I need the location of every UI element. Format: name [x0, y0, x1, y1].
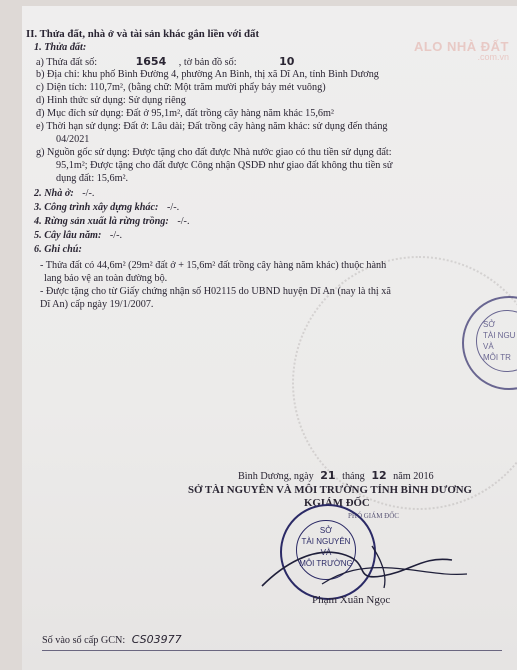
land-parcel-row: [36, 56, 294, 69]
trees-label: 5. Cây lâu năm:: [34, 230, 102, 241]
watermark-logo: [414, 40, 509, 62]
parcel-number-label: a) Thửa đất số:: [36, 57, 98, 68]
land-origin: g) Nguồn gốc sử dụng: Được tặng cho đất được Nhà nước giao có thu tiền sử dụng đất:: [36, 147, 392, 158]
forest-row: [34, 216, 190, 228]
date-year: năm 2016: [393, 471, 434, 482]
note-1: - Thửa đất có 44,6m² (29m² đất ở + 15,6m² đất trồng cây hàng năm khác) thuộc hành: [40, 260, 387, 271]
month-label: tháng: [342, 471, 365, 482]
signer-role-title: GIÁM ĐỐC: [312, 497, 370, 509]
signer-role-sub: PHÓ GIÁM ĐỐC: [348, 512, 399, 520]
place-date: [238, 470, 434, 483]
register-label: Số vào sổ cấp GCN:: [42, 635, 126, 646]
construction-value: -/-.: [166, 202, 180, 213]
date-month: 12: [371, 469, 387, 482]
land-area: c) Diện tích: 110,7m², (bằng chữ: Một trăm mười phẩy bảy mét vuông): [36, 82, 326, 93]
seal-line-4: MÔI TRƯỜNG: [299, 559, 353, 568]
watermark-brand: ALO NHÀ ĐẤT: [413, 39, 509, 54]
land-use-term-cont: 04/2021: [56, 134, 90, 145]
forest-value: -/-.: [177, 216, 190, 227]
note-2-cont: Dĩ An) cấp ngày 19/1/2007.: [40, 299, 154, 310]
place-date-prefix: Bình Dương, ngày: [238, 471, 314, 482]
land-origin-cont-2: dụng đất: 15,6m².: [56, 173, 129, 184]
watermark-domain: .com.vn: [477, 52, 509, 62]
register-number: CS03977: [131, 633, 182, 646]
date-day: 21: [320, 469, 336, 482]
note-2: - Được tặng cho từ Giấy chứng nhận số H02115 do UBND huyện Dĩ An (nay là thị xã: [40, 286, 391, 297]
bottom-rule: [42, 650, 502, 651]
notes-heading: 6. Ghi chú:: [34, 244, 82, 255]
construction-row: [34, 202, 179, 214]
forest-label: 4. Rừng sản xuất là rừng trồng:: [34, 216, 169, 227]
seal-line-1: SỞ: [319, 526, 333, 535]
seal-line-2: TÀI NGUYÊN: [301, 537, 351, 546]
map-sheet-label: , tờ bản đồ số:: [178, 57, 237, 68]
trees-row: [34, 230, 122, 242]
trees-value: -/-.: [109, 230, 123, 241]
house-value: -/-.: [82, 188, 95, 199]
construction-label: 3. Công trình xây dựng khác:: [34, 202, 159, 213]
seal-line-3: VÀ: [320, 548, 332, 557]
land-use-purpose: đ) Mục đích sử dụng: Đất ở 95,1m², đất trồng cây hàng năm khác 15,6m²: [36, 108, 334, 119]
issuing-org: SỞ TÀI NGUYÊN VÀ MÔI TRƯỜNG TỈNH BÌNH DƯƠNG: [188, 484, 472, 496]
signer-name: Phạm Xuân Ngọc: [312, 594, 391, 606]
stamp-right-edge: SỞ TÀI NGU VÀ MÔI TR: [462, 296, 517, 390]
land-use-form: d) Hình thức sử dụng: Sử dụng riêng: [36, 95, 186, 106]
section-title: II. Thửa đất, nhà ở và tài sản khác gắn liền với đất: [26, 28, 260, 40]
register-row: [42, 634, 182, 647]
signer-role-prefix: K: [304, 497, 313, 509]
parcel-number: 1654: [135, 55, 167, 68]
land-use-term: e) Thời hạn sử dụng: Đất ở: Lâu dài; Đất trồng cây hàng năm khác: sử dụng đến tháng: [36, 121, 388, 132]
land-origin-cont-1: 95,1m²; Được tặng cho đất được Công nhận QSDĐ như giao đất không thu tiền sử: [56, 160, 393, 171]
map-sheet-number: 10: [279, 55, 295, 68]
land-address: b) Địa chỉ: khu phố Bình Đường 4, phường An Bình, thị xã Dĩ An, tỉnh Bình Dương: [36, 69, 379, 80]
house-row: [34, 188, 94, 200]
note-1-cont: lang bảo vệ an toàn đường bộ.: [44, 273, 168, 284]
land-heading: 1. Thửa đất:: [34, 42, 87, 53]
certificate-page: [22, 6, 517, 670]
house-label: 2. Nhà ở:: [34, 188, 74, 199]
